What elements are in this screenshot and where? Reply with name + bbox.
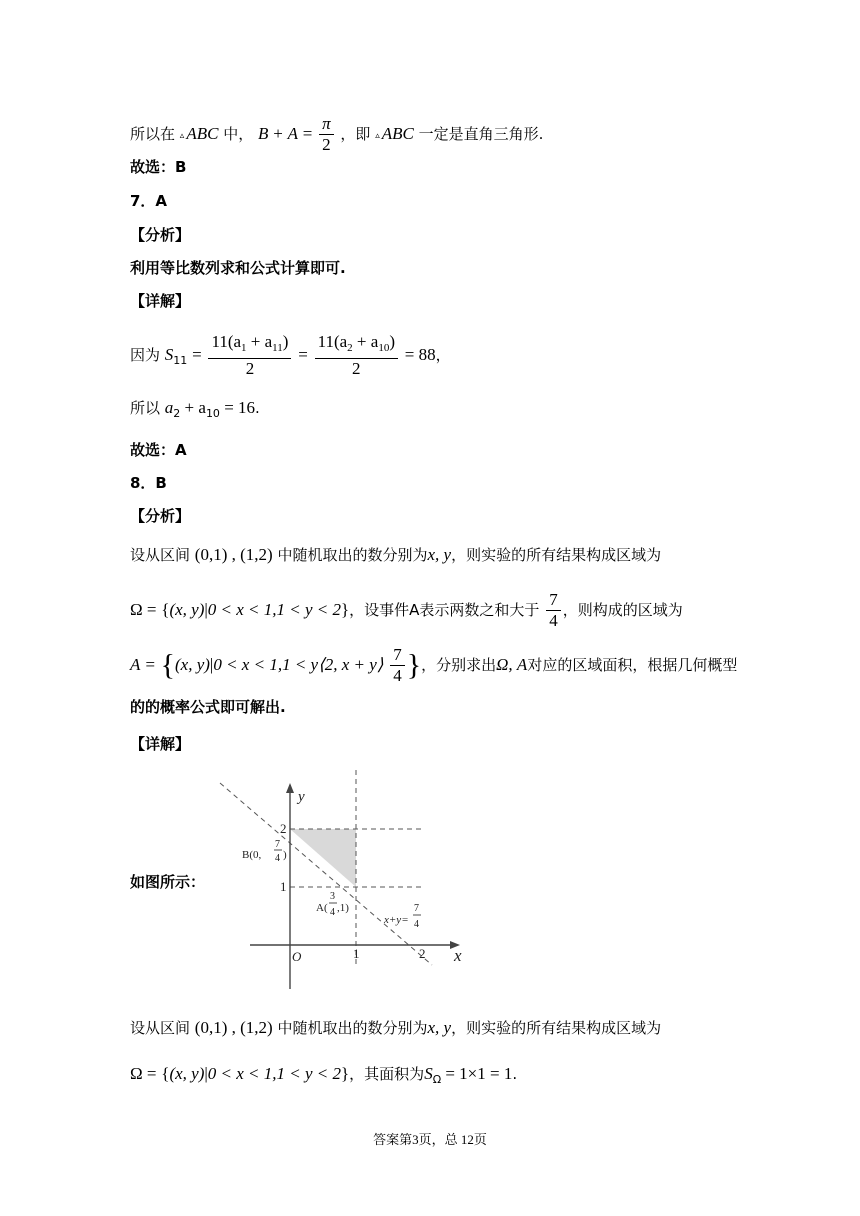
svg-text:3: 3 [330, 891, 335, 902]
svg-text:): ) [283, 849, 287, 861]
line-x-plus-y [220, 783, 432, 965]
svg-text:7: 7 [414, 903, 419, 914]
section-heading-detail: 【详解】 [130, 735, 191, 753]
x-label: x [454, 946, 462, 965]
triangle-icon: ▵ [179, 131, 185, 141]
tick-x-2: 2 [419, 946, 426, 961]
section-heading-detail: 【详解】 [130, 292, 191, 310]
region-omega: Ω = {(x, y)|0 < x < 1,1 < y < 2}，设事件A表示两数之和大于 $\frac{7}{4}$ ，则构成的区域为 [130, 590, 683, 630]
text: 所以在 [130, 125, 176, 143]
page-footer: 答案第3页，总 12页 [373, 1132, 487, 1147]
area-equation: Ω = {(x, y)|0 < x < 1,1 < y < 2}，其面积为$S_\Omega = 1\times 1 = 1$. [130, 1064, 518, 1086]
math: A [287, 124, 298, 143]
svg-text:4: 4 [330, 907, 335, 918]
question-number: 8．B [130, 474, 167, 492]
fraction-7-4: $\frac{7}{4}$ [546, 590, 561, 631]
section-heading-analysis: 【分析】 [130, 507, 191, 525]
fraction: $\frac{11(a_2 + a_{10})}{2}$ [315, 332, 398, 379]
svg-text:4: 4 [275, 853, 280, 864]
figure-caption: 如图所示： [130, 873, 206, 891]
line-label: x+y= [384, 914, 409, 926]
fraction-7-4: $\frac{7}{4}$ [390, 645, 405, 686]
region-diagram [210, 765, 470, 995]
analysis-text: 利用等比数列求和公式计算即可. [130, 259, 346, 277]
fraction: $\frac{11(a_1 + a_{11})}{2}$ [208, 332, 291, 379]
triangle-icon: ▵ [375, 131, 380, 141]
text: 一定是直角三角形. [418, 125, 544, 143]
math: S [164, 345, 174, 364]
equation-result: 所以 $a_2 + a_{10} = 16$. [130, 398, 260, 420]
tick-x-1: 1 [353, 946, 360, 961]
analysis-text: 设从区间 (0,1) , (1,2) 中随机取出的数分别为x, y，则实验的所有结果构成区域为 [130, 545, 662, 564]
point-b-label: B(0, [242, 849, 262, 861]
y-axis-arrow [286, 783, 294, 793]
answer-choice: 故选：A [130, 441, 187, 459]
tick-y-2: 2 [280, 821, 287, 836]
text: 因为 [130, 346, 161, 364]
equation-sum: 因为 $S_{11}$ = $\frac{11(a_1 + a_{11})}{2}$ = $\frac{11(a_2 + a_{10})}{2}$ = 88， [130, 332, 451, 378]
text: 中， [223, 125, 254, 143]
svg-text:7: 7 [275, 839, 280, 850]
section-heading-analysis: 【分析】 [130, 226, 191, 244]
math: ABC [381, 124, 414, 143]
math: B [258, 124, 269, 143]
math: = [302, 124, 313, 143]
analysis-text: 设从区间 (0,1) , (1,2) 中随机取出的数分别为x, y，则实验的所有结果构成区域为 [130, 1018, 662, 1037]
origin-label: O [292, 949, 302, 964]
svg-text:,1): ,1) [337, 902, 349, 914]
y-label: y [298, 789, 305, 805]
analysis-text: 的的概率公式即可解出. [130, 698, 286, 716]
shaded-region [290, 829, 356, 887]
tick-y-1: 1 [280, 879, 287, 894]
text-line-conclusion [130, 114, 543, 155]
math: + [273, 124, 283, 143]
fraction-pi-over-2: $\frac{\pi}{2}$ [319, 114, 334, 155]
region-a: A = {(x, y)|0 < x < 1,1 < y⟨2, x + y⟩ $\frac{7}{4}$ }，分别求出Ω, A对应的区域面积，根据几何概型 [130, 645, 738, 685]
math: ABC [186, 124, 219, 143]
question-number: 7．A [130, 192, 168, 210]
point-a-label: A( [316, 902, 328, 914]
svg-text:4: 4 [414, 919, 419, 930]
text: ，即 [340, 125, 371, 143]
answer-choice: 故选：B [130, 158, 187, 176]
